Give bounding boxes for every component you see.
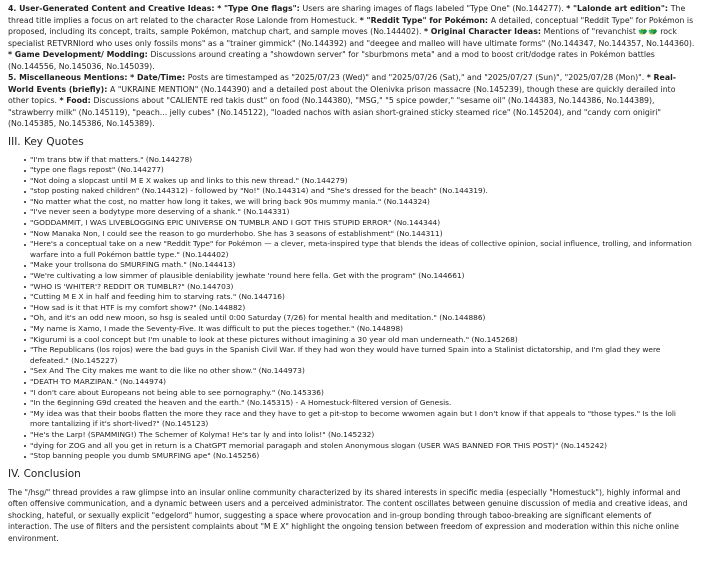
quote-item: "I don't care about Europeans not being able to see pornography." (No.145336) bbox=[30, 388, 695, 399]
paragraph-text: Mentions of "revanchist 🐲🐲 rock specialist RETVRNlord who uses only fossils mons" as a "trainer gimmick" (No.144392) and "deegee and malleo will have ultimate forms" (No.144347, No.144357, No.144360). bbox=[8, 27, 695, 48]
quote-item: "dying for ZOG and all you get in return is a ChatGPT memorial paragaph and stolen Anonymous slogan (USER WAS BANNED FOR THIS POST)" (No.145242) bbox=[30, 441, 695, 452]
paragraph-text: Users are sharing images of flags labeled "Type One" (No.144277). bbox=[302, 4, 567, 13]
user-generated-content-paragraph bbox=[8, 3, 695, 72]
bold-label: * Real-World Events (briefly): bbox=[8, 73, 676, 94]
quote-item: "Oh, and it's an odd new moon, so hsg is sealed until 0:00 Saturday (7/26) for mental health and meditation." (No.144886) bbox=[30, 313, 695, 324]
quote-item: "Cutting M E X in half and feeding him to starving rats." (No.144716) bbox=[30, 292, 695, 303]
quote-item: "The Republicans (los rojos) were the bad guys in the Spanish Civil War. If they had won they would have turned Spain into a Stalinist dictatorship, and I'm glad they were defeated." (No.145227) bbox=[30, 345, 695, 366]
quote-item: "He's the Larp! (SPAMMING!) The Schemer of Kolyma! He's tar ly and into lolis!" (No.145232) bbox=[30, 430, 695, 441]
quote-item: "GODDAMMIT, I WAS LIVEBLOGGING EPIC UNIVERSE ON TUMBLR AND I GOT THIS STUPID ERROR" (No.144344) bbox=[30, 218, 695, 229]
bold-label: * "Reddit Type" for Pokémon: bbox=[359, 15, 491, 25]
bold-label: * Food: bbox=[59, 96, 94, 105]
quote-item: "Sex And The City makes me want to die like no other show." (No.144973) bbox=[30, 366, 695, 377]
bold-label: 4. User-Generated Content and Creative Ideas: bbox=[8, 4, 218, 13]
summary-section bbox=[8, 3, 695, 130]
quote-item: "No matter what the cost, no matter how long it takes, we will bring back 90s mummy mania." (No.144324) bbox=[30, 197, 695, 208]
quote-item: "We're cultivating a low simmer of plausible deniability jewhate 'round here fella. Get with the program" (No.144661) bbox=[30, 271, 695, 282]
quote-item: "My name is Xamo, I made the Seventy-Five. It was difficult to put the pieces together." (No.144898) bbox=[30, 324, 695, 335]
quote-item: "How sad is it that HTF is my comfort show?" (No.144882) bbox=[30, 303, 695, 314]
bold-label: * Original Character Ideas: bbox=[423, 27, 544, 36]
paragraph-text: Posts are timestamped as "2025/07/23 (Wed)" and "2025/07/26 (Sat)," and "2025/07/27 (Sun)", "2025/07/28 (Mon)". bbox=[187, 73, 647, 82]
paragraph-text: A detailed, conceptual "Reddit Type" for Pokémon is proposed, including its concept, traits, sample Pokémon, matchup chart, and sample moves (No.144402). bbox=[8, 15, 694, 36]
quote-item: "Make your trollsona do SMURFING math." (No.144413) bbox=[30, 260, 695, 271]
paragraph-text: Discussions around creating a "showdown server" for "sburbmons meta" and a mod to boost crit/dodge rates in Pokémon battles (No.144556, No.145036, No.145039). bbox=[8, 50, 655, 71]
quote-item: "I've never seen a bodytype more deserving of a shank." (No.144331) bbox=[30, 207, 695, 218]
conclusion-heading: IV. Conclusion bbox=[8, 467, 81, 480]
paragraph-text: A "UKRAINE MENTION" (No.144390) and a detailed post about the Olenivka prison massacre (No.145239), though these are quickly derailed into other topics. bbox=[8, 84, 676, 105]
bold-label: * "Lalonde art edition": bbox=[566, 4, 671, 13]
paragraph-text: Discussions about "CALIENTE red takis dust" on food (No.144380), "MSG," "5 spice powder," "sesame oil" (No.144383, No.144386, No.144389), "strawberry milk" (No.145119), "peach... jelly cubes" (No.145122), "loaded nachos with asian short-grained sticky steamed rice" (No.145204), and "candy corn onigiri" (No.145385, No.145386, No.145389). bbox=[8, 96, 661, 128]
bold-label: * Date/Time: bbox=[130, 73, 188, 82]
bold-label: 5. Miscellaneous Mentions: bbox=[8, 73, 131, 82]
quote-item: "Kigurumi is a cool concept but I'm unable to look at these pictures without imagining a 30 year old man underneath." (No.145268) bbox=[30, 335, 695, 346]
bold-label: * "Type One flags": bbox=[217, 4, 303, 13]
quote-item: "In the 6eginning G9d created the heaven and the earth." (No.145315) - A Homestuck-filtered version of Genesis. bbox=[30, 398, 695, 409]
quote-item: "Not doing a slopcast until M E X wakes up and links to this new thread." (No.144279) bbox=[30, 176, 695, 187]
quote-item: "I'm trans btw if that matters." (No.144278) bbox=[30, 155, 695, 166]
quote-item: "My idea was that their boobs flatten the more they race and they have to get a pit-stop to become wwomen again but I don't know if that appeals to "those types." Is the loli more tantalizing if it's short-lived?" (No.145123) bbox=[30, 409, 695, 430]
conclusion-paragraph: The "/hsg/" thread provides a raw glimpse into an insular online community characterized by its shared interests in specific media (especially "Homestuck"), highly informal and often offensive communication, and a dynamic between users and a perceived administrator. The content oscillates between genuine discussion of media and creative ideas, and shocking, hateful, or sexually explicit "edgelord" humor, suggesting a space where provocation and in-group bonding through taboo-breaking are significant elements of interaction. The use of filters and the persistent complaints about "M E X" highlight the ongoing tension between freedom of expression and moderation within this niche online environment. bbox=[8, 487, 688, 543]
paragraph-text: The thread title implies a focus on art related to the character Rose Lalonde from Homestuck. bbox=[8, 4, 686, 25]
key-quotes-heading: III. Key Quotes bbox=[8, 135, 84, 148]
quote-item: "Now Manaka Non, I could see the reason to go murderhobo. She has 3 seasons of establishment" (No.144311) bbox=[30, 229, 695, 240]
quote-item: "stop posting naked children" (No.144312) - followed by "No!" (No.144314) and "She's dressed for the beach" (No.144319). bbox=[30, 186, 695, 197]
miscellaneous-mentions-paragraph bbox=[8, 72, 695, 130]
quote-item: "Here's a conceptual take on a new "Reddit Type" for Pokémon — a clever, meta-inspired type that blends the ideas of collective opinion, social influence, trolling, and information warfare into a full Pokémon battle type." (No.144402) bbox=[30, 239, 695, 260]
bold-label: * Game Development/ Modding: bbox=[8, 50, 151, 59]
key-quotes-list bbox=[8, 155, 695, 462]
quote-item: "DEATH TO MARZIPAN." (No.144974) bbox=[30, 377, 695, 388]
quote-item: "type one flags repost" (No.144277) bbox=[30, 165, 695, 176]
quote-item: "Stop banning people you dumb SMURFING ape" (No.145256) bbox=[30, 451, 695, 462]
quote-item: "WHO IS 'WHITER'? REDDIT OR TUMBLR?" (No.144703) bbox=[30, 282, 695, 293]
